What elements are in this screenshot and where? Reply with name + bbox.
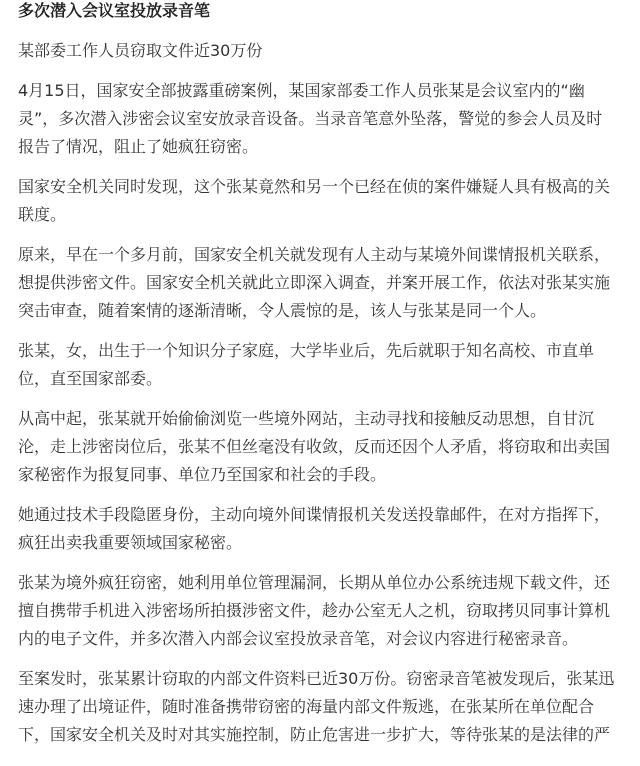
- article: [18, 0, 630, 749]
- paragraph-line: 突击审查，随着案情的逐渐清晰，令人震惊的是，该人与张某是同一个人。: [18, 301, 547, 320]
- paragraph: [18, 569, 630, 653]
- paragraph-line: 速办理了出境证件，随时准备携带窃密的海量内部文件叛逃，在张某所在单位配合: [18, 697, 595, 716]
- paragraph-line: 张某为境外疯狂窃密，她利用单位管理漏洞，长期从单位办公系统违规下载文件，还: [18, 573, 611, 592]
- paragraph: [18, 337, 630, 393]
- paragraph-line: 沦，走上涉密岗位后，张某不但丝毫没有收敛，反而还因个人矛盾，将窃取和出卖国: [18, 437, 611, 456]
- paragraph: [18, 665, 630, 749]
- paragraph-line: 从高中起，张某就开始偷偷浏览一些境外网站，主动寻找和接触反动思想，自甘沉: [18, 409, 595, 428]
- paragraph-line: 内的电子文件，并多次潜入内部会议室投放录音笔，对会议内容进行秘密录音。: [18, 629, 579, 648]
- paragraph: [18, 501, 630, 557]
- article-body: [18, 77, 630, 749]
- paragraph: [18, 173, 630, 229]
- paragraph-line: 位，直至国家部委。: [18, 369, 163, 388]
- paragraph-line: 疯狂出卖我重要领域国家秘密。: [18, 533, 243, 552]
- paragraph-line: 张某，女，出生于一个知识分子家庭，大学毕业后，先后就职于知名高校、市直单: [18, 341, 595, 360]
- paragraph: [18, 77, 630, 161]
- paragraph-line: 联度。: [18, 205, 67, 224]
- paragraph-line: 国家安全机关同时发现，这个张某竟然和另一个已经在侦的案件嫌疑人具有极高的关: [18, 177, 611, 196]
- paragraph-line: 下，国家安全机关及时对其实施控制，防止危害进一步扩大，等待张某的是法律的严: [18, 725, 611, 744]
- paragraph-line: 4月15日，国家安全部披露重磅案例，某国家部委工作人员张某是会议室内的“幽: [18, 81, 585, 100]
- paragraph-line: 原来，早在一个多月前，国家安全机关就发现有人主动与某境外间谍情报机关联系，: [18, 245, 611, 264]
- paragraph: [18, 241, 630, 325]
- paragraph: [18, 405, 630, 489]
- paragraph-line: 想提供涉密文件。国家安全机关就此立即深入调查，并案开展工作，依法对张某实施: [18, 273, 611, 292]
- paragraph-line: 擅自携带手机进入涉密场所拍摄涉密文件，趁办公室无人之机，窃取拷贝同事计算机: [18, 601, 611, 620]
- article-title: 多次潜入会议室投放录音笔: [18, 1, 211, 20]
- article-subtitle: 某部委工作人员窃取文件近30万份: [18, 41, 263, 60]
- paragraph-line: 家秘密作为报复同事、单位乃至国家和社会的手段。: [18, 465, 387, 484]
- paragraph-line: 报告了情况，阻止了她疯狂窃密。: [18, 137, 259, 156]
- paragraph-line: 至案发时，张某累计窃取的内部文件资料已近30万份。窃密录音笔被发现后，张某迅: [18, 669, 615, 688]
- paragraph-line: 她通过技术手段隐匿身份，主动向境外间谍情报机关发送投靠邮件，在对方指挥下，: [18, 505, 611, 524]
- paragraph-line: 灵”，多次潜入涉密会议室安放录音设备。当录音笔意外坠落，警觉的参会人员及时: [18, 109, 603, 128]
